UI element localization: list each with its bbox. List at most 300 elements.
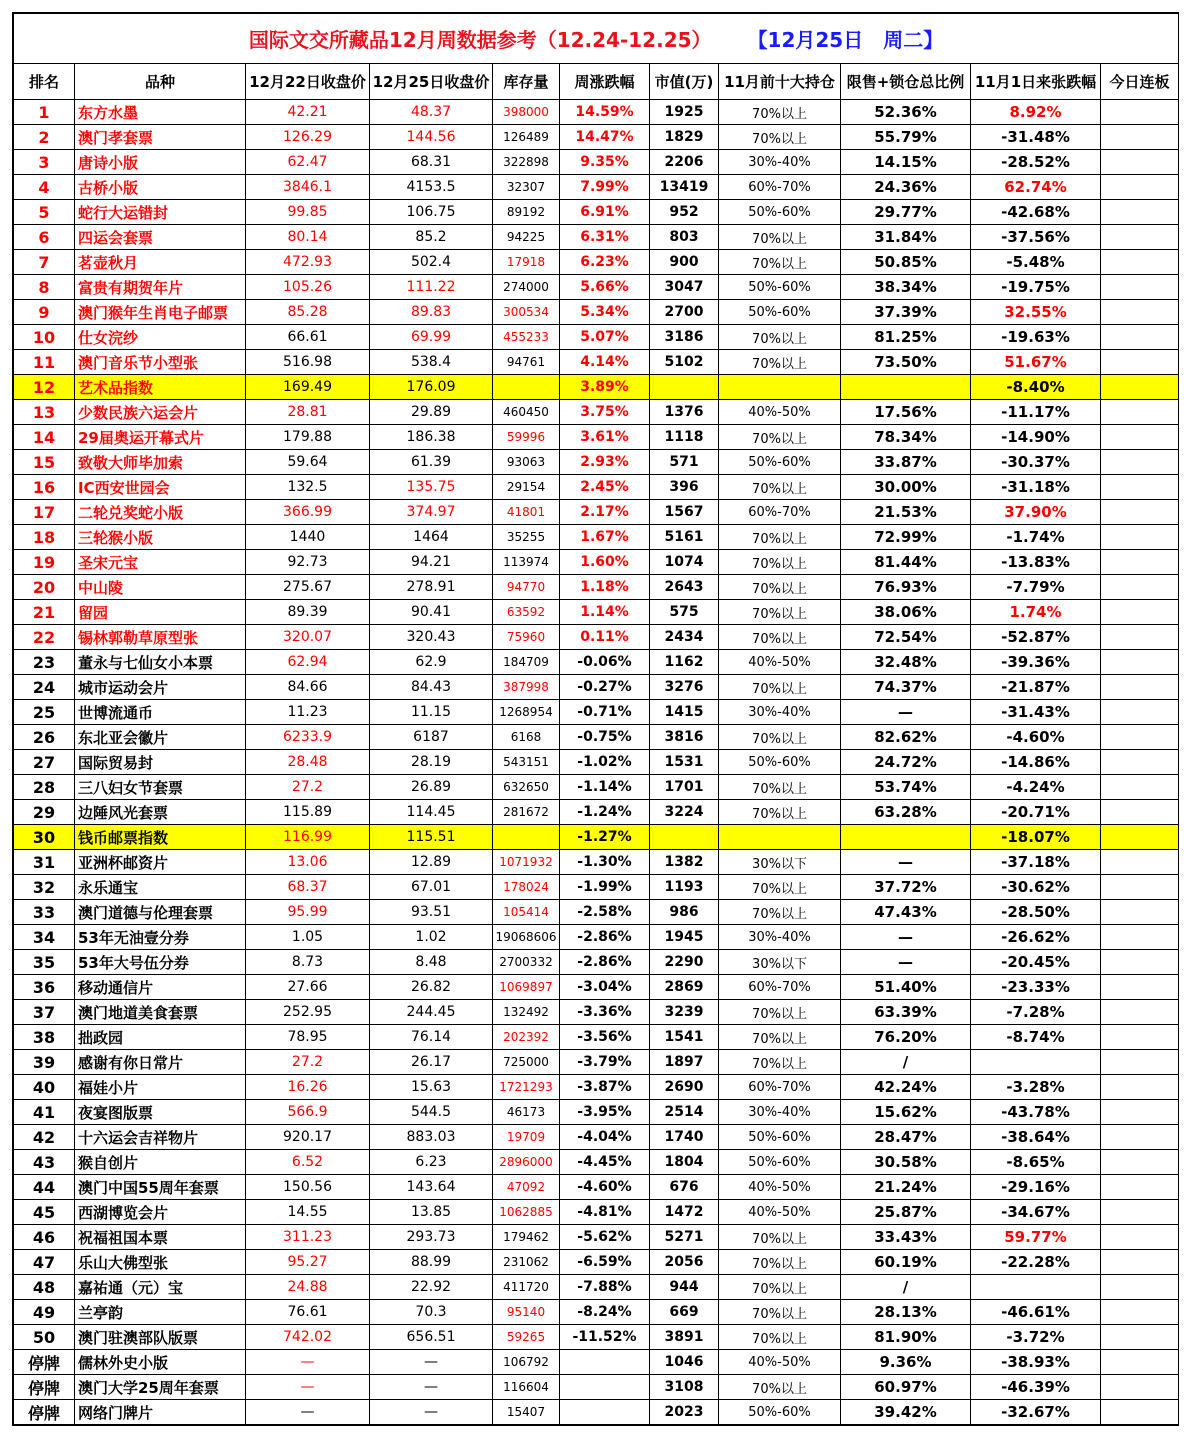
weekly-change-cell: 4.14% bbox=[560, 350, 650, 375]
table-row bbox=[14, 700, 1179, 725]
market-value-cell: 13419 bbox=[650, 175, 719, 200]
top-holders-cell: 60%-70% bbox=[719, 1075, 841, 1100]
change-since-cell: 62.74% bbox=[971, 175, 1101, 200]
table-body bbox=[14, 100, 1179, 1425]
limit-up-streak-cell bbox=[1101, 450, 1179, 475]
market-value-cell: 2290 bbox=[650, 950, 719, 975]
weekly-change-cell: 1.60% bbox=[560, 550, 650, 575]
price-dec25-cell: 4153.5 bbox=[370, 175, 493, 200]
weekly-change-cell: -3.87% bbox=[560, 1075, 650, 1100]
header-locked-ratio: 限售+锁仓总比例 bbox=[841, 64, 971, 100]
locked-ratio-cell: 51.40% bbox=[841, 975, 971, 1000]
table-row bbox=[14, 375, 1179, 400]
market-value-cell: 396 bbox=[650, 475, 719, 500]
name-cell: 澳门道德与伦理套票 bbox=[75, 900, 246, 925]
price-dec22-cell: 275.67 bbox=[246, 575, 370, 600]
name-cell: 国际贸易封 bbox=[75, 750, 246, 775]
change-since-cell: -43.78% bbox=[971, 1100, 1101, 1125]
change-since-cell: -32.67% bbox=[971, 1400, 1101, 1425]
name-cell: 三轮猴小版 bbox=[75, 525, 246, 550]
locked-ratio-cell: / bbox=[841, 1275, 971, 1300]
name-cell: 澳门音乐节小型张 bbox=[75, 350, 246, 375]
table-row bbox=[14, 1175, 1179, 1200]
limit-up-streak-cell bbox=[1101, 1300, 1179, 1325]
rank-cell: 31 bbox=[14, 850, 75, 875]
rank-cell: 42 bbox=[14, 1125, 75, 1150]
limit-up-streak-cell bbox=[1101, 675, 1179, 700]
price-dec22-cell: 116.99 bbox=[246, 825, 370, 850]
price-dec25-cell: 11.15 bbox=[370, 700, 493, 725]
change-since-cell: -20.45% bbox=[971, 950, 1101, 975]
stock-cell: 281672 bbox=[493, 800, 560, 825]
market-value-cell: 2206 bbox=[650, 150, 719, 175]
price-dec22-cell: 78.95 bbox=[246, 1025, 370, 1050]
price-dec25-cell: 88.99 bbox=[370, 1250, 493, 1275]
limit-up-streak-cell bbox=[1101, 700, 1179, 725]
table-row bbox=[14, 1025, 1179, 1050]
price-dec22-cell: 92.73 bbox=[246, 550, 370, 575]
weekly-change-cell: -2.58% bbox=[560, 900, 650, 925]
locked-ratio-cell bbox=[841, 375, 971, 400]
price-dec25-cell: 502.4 bbox=[370, 250, 493, 275]
rank-cell: 43 bbox=[14, 1150, 75, 1175]
stock-cell bbox=[493, 825, 560, 850]
market-value-cell: 1701 bbox=[650, 775, 719, 800]
market-value-cell: 3108 bbox=[650, 1375, 719, 1400]
market-value-cell: 1567 bbox=[650, 500, 719, 525]
weekly-change-cell: 1.18% bbox=[560, 575, 650, 600]
price-dec25-cell: 135.75 bbox=[370, 475, 493, 500]
price-dec22-cell: — bbox=[246, 1375, 370, 1400]
market-value-cell: 3186 bbox=[650, 325, 719, 350]
rank-cell: 23 bbox=[14, 650, 75, 675]
market-value-cell: 944 bbox=[650, 1275, 719, 1300]
name-cell: 城市运动会片 bbox=[75, 675, 246, 700]
name-cell: 乐山大佛型张 bbox=[75, 1250, 246, 1275]
change-since-cell: -38.64% bbox=[971, 1125, 1101, 1150]
change-since-cell: -8.65% bbox=[971, 1150, 1101, 1175]
top-holders-cell: 70%以上 bbox=[719, 1275, 841, 1300]
header-row bbox=[14, 64, 1179, 100]
change-since-cell: -38.93% bbox=[971, 1350, 1101, 1375]
locked-ratio-cell: 60.19% bbox=[841, 1250, 971, 1275]
weekly-change-cell: -0.27% bbox=[560, 675, 650, 700]
price-dec25-cell: 538.4 bbox=[370, 350, 493, 375]
locked-ratio-cell: 47.43% bbox=[841, 900, 971, 925]
market-value-cell: 952 bbox=[650, 200, 719, 225]
price-dec22-cell: 62.47 bbox=[246, 150, 370, 175]
table-row bbox=[14, 1400, 1179, 1425]
table-row bbox=[14, 100, 1179, 125]
table-row bbox=[14, 300, 1179, 325]
price-dec25-cell: 26.17 bbox=[370, 1050, 493, 1075]
change-since-cell: -30.37% bbox=[971, 450, 1101, 475]
rank-cell: 27 bbox=[14, 750, 75, 775]
limit-up-streak-cell bbox=[1101, 775, 1179, 800]
limit-up-streak-cell bbox=[1101, 575, 1179, 600]
price-dec25-cell: 293.73 bbox=[370, 1225, 493, 1250]
change-since-cell: -30.62% bbox=[971, 875, 1101, 900]
stock-cell: 113974 bbox=[493, 550, 560, 575]
change-since-cell: 37.90% bbox=[971, 500, 1101, 525]
change-since-cell: -23.33% bbox=[971, 975, 1101, 1000]
locked-ratio-cell: 76.93% bbox=[841, 575, 971, 600]
top-holders-cell: 40%-50% bbox=[719, 400, 841, 425]
change-since-cell: 1.74% bbox=[971, 600, 1101, 625]
limit-up-streak-cell bbox=[1101, 625, 1179, 650]
weekly-change-cell: -1.99% bbox=[560, 875, 650, 900]
price-dec22-cell: 132.5 bbox=[246, 475, 370, 500]
limit-up-streak-cell bbox=[1101, 275, 1179, 300]
market-value-cell bbox=[650, 375, 719, 400]
stock-cell: 63592 bbox=[493, 600, 560, 625]
locked-ratio-cell: / bbox=[841, 1050, 971, 1075]
market-value-cell: 1925 bbox=[650, 100, 719, 125]
change-since-cell: 8.92% bbox=[971, 100, 1101, 125]
name-cell: 留园 bbox=[75, 600, 246, 625]
stock-cell: 300534 bbox=[493, 300, 560, 325]
price-dec22-cell: 11.23 bbox=[246, 700, 370, 725]
stock-cell: 15407 bbox=[493, 1400, 560, 1425]
stock-cell: 1268954 bbox=[493, 700, 560, 725]
price-dec22-cell: 68.37 bbox=[246, 875, 370, 900]
price-dec22-cell: 16.26 bbox=[246, 1075, 370, 1100]
price-dec22-cell: 311.23 bbox=[246, 1225, 370, 1250]
market-value-cell: 5271 bbox=[650, 1225, 719, 1250]
locked-ratio-cell: 63.28% bbox=[841, 800, 971, 825]
change-since-cell: -8.40% bbox=[971, 375, 1101, 400]
price-dec25-cell: 90.41 bbox=[370, 600, 493, 625]
stock-cell: 387998 bbox=[493, 675, 560, 700]
price-dec22-cell: 126.29 bbox=[246, 125, 370, 150]
rank-cell: 1 bbox=[14, 100, 75, 125]
price-dec25-cell: 93.51 bbox=[370, 900, 493, 925]
change-since-cell: -52.87% bbox=[971, 625, 1101, 650]
weekly-change-cell: -0.71% bbox=[560, 700, 650, 725]
price-dec22-cell: 1440 bbox=[246, 525, 370, 550]
table-row bbox=[14, 250, 1179, 275]
weekly-change-cell: 2.93% bbox=[560, 450, 650, 475]
locked-ratio-cell: 30.00% bbox=[841, 475, 971, 500]
price-dec25-cell: 244.45 bbox=[370, 1000, 493, 1025]
limit-up-streak-cell bbox=[1101, 950, 1179, 975]
price-dec25-cell: 13.85 bbox=[370, 1200, 493, 1225]
price-dec22-cell: 27.66 bbox=[246, 975, 370, 1000]
market-value-cell: 3891 bbox=[650, 1325, 719, 1350]
rank-cell: 26 bbox=[14, 725, 75, 750]
rank-cell: 49 bbox=[14, 1300, 75, 1325]
weekly-change-cell bbox=[560, 1375, 650, 1400]
weekly-change-cell: -11.52% bbox=[560, 1325, 650, 1350]
stock-cell: 94225 bbox=[493, 225, 560, 250]
limit-up-streak-cell bbox=[1101, 850, 1179, 875]
price-dec22-cell: 8.73 bbox=[246, 950, 370, 975]
locked-ratio-cell: 28.47% bbox=[841, 1125, 971, 1150]
rank-cell: 32 bbox=[14, 875, 75, 900]
table-row bbox=[14, 575, 1179, 600]
table-row bbox=[14, 200, 1179, 225]
locked-ratio-cell: 38.06% bbox=[841, 600, 971, 625]
price-dec25-cell: 111.22 bbox=[370, 275, 493, 300]
date-label: 【12月25日 周二】 bbox=[757, 28, 944, 52]
top-holders-cell: 70%以上 bbox=[719, 425, 841, 450]
table-row bbox=[14, 1225, 1179, 1250]
price-dec25-cell: 656.51 bbox=[370, 1325, 493, 1350]
header-price-dec25: 12月25日收盘价 bbox=[370, 64, 493, 100]
price-dec22-cell: 59.64 bbox=[246, 450, 370, 475]
rank-cell: 35 bbox=[14, 950, 75, 975]
price-dec25-cell: 544.5 bbox=[370, 1100, 493, 1125]
price-dec22-cell: 742.02 bbox=[246, 1325, 370, 1350]
price-dec22-cell: 95.99 bbox=[246, 900, 370, 925]
top-holders-cell: 70%以上 bbox=[719, 1250, 841, 1275]
rank-cell: 47 bbox=[14, 1250, 75, 1275]
table-row bbox=[14, 1125, 1179, 1150]
top-holders-cell: 70%以上 bbox=[719, 250, 841, 275]
market-value-cell: 1472 bbox=[650, 1200, 719, 1225]
table-row bbox=[14, 1050, 1179, 1075]
weekly-change-cell: -1.24% bbox=[560, 800, 650, 825]
name-cell: 西湖博览会片 bbox=[75, 1200, 246, 1225]
table-row bbox=[14, 675, 1179, 700]
name-cell: 澳门地道美食套票 bbox=[75, 1000, 246, 1025]
limit-up-streak-cell bbox=[1101, 650, 1179, 675]
top-holders-cell: 70%以上 bbox=[719, 1325, 841, 1350]
stock-cell: 543151 bbox=[493, 750, 560, 775]
change-since-cell: -26.62% bbox=[971, 925, 1101, 950]
limit-up-streak-cell bbox=[1101, 800, 1179, 825]
name-cell: 蛇行大运错封 bbox=[75, 200, 246, 225]
rank-cell: 24 bbox=[14, 675, 75, 700]
name-cell: 少数民族六运会片 bbox=[75, 400, 246, 425]
locked-ratio-cell: 72.99% bbox=[841, 525, 971, 550]
change-since-cell: -46.39% bbox=[971, 1375, 1101, 1400]
locked-ratio-cell: 32.48% bbox=[841, 650, 971, 675]
stock-cell: 41801 bbox=[493, 500, 560, 525]
rank-cell: 12 bbox=[14, 375, 75, 400]
stock-cell: 274000 bbox=[493, 275, 560, 300]
locked-ratio-cell bbox=[841, 825, 971, 850]
weekly-change-cell: -4.60% bbox=[560, 1175, 650, 1200]
top-holders-cell: 40%-50% bbox=[719, 1200, 841, 1225]
rank-cell: 2 bbox=[14, 125, 75, 150]
rank-cell: 4 bbox=[14, 175, 75, 200]
change-since-cell: -4.24% bbox=[971, 775, 1101, 800]
stock-cell: 116604 bbox=[493, 1375, 560, 1400]
change-since-cell: -34.67% bbox=[971, 1200, 1101, 1225]
price-dec22-cell: 89.39 bbox=[246, 600, 370, 625]
table-row bbox=[14, 775, 1179, 800]
limit-up-streak-cell bbox=[1101, 1200, 1179, 1225]
weekly-change-cell: 2.17% bbox=[560, 500, 650, 525]
table-row bbox=[14, 350, 1179, 375]
weekly-data-table bbox=[13, 13, 1179, 1425]
limit-up-streak-cell bbox=[1101, 1275, 1179, 1300]
market-value-cell: 1804 bbox=[650, 1150, 719, 1175]
market-value-cell: 3239 bbox=[650, 1000, 719, 1025]
weekly-change-cell: 5.34% bbox=[560, 300, 650, 325]
weekly-change-cell: -6.59% bbox=[560, 1250, 650, 1275]
limit-up-streak-cell bbox=[1101, 475, 1179, 500]
weekly-change-cell: 3.75% bbox=[560, 400, 650, 425]
locked-ratio-cell: 9.36% bbox=[841, 1350, 971, 1375]
market-value-cell: 1046 bbox=[650, 1350, 719, 1375]
name-cell: IC西安世园会 bbox=[75, 475, 246, 500]
weekly-change-cell: 6.91% bbox=[560, 200, 650, 225]
stock-cell: 398000 bbox=[493, 100, 560, 125]
name-cell: 夜宴图版票 bbox=[75, 1100, 246, 1125]
market-value-cell: 1897 bbox=[650, 1050, 719, 1075]
name-cell: 致敬大师毕加索 bbox=[75, 450, 246, 475]
price-dec22-cell: 80.14 bbox=[246, 225, 370, 250]
limit-up-streak-cell bbox=[1101, 1150, 1179, 1175]
price-dec25-cell: 48.37 bbox=[370, 100, 493, 125]
locked-ratio-cell: 24.72% bbox=[841, 750, 971, 775]
top-holders-cell: 70%以上 bbox=[719, 725, 841, 750]
name-cell: 澳门中国55周年套票 bbox=[75, 1175, 246, 1200]
name-cell: 东北亚会徽片 bbox=[75, 725, 246, 750]
price-dec22-cell: 27.2 bbox=[246, 1050, 370, 1075]
stock-cell: 411720 bbox=[493, 1275, 560, 1300]
locked-ratio-cell: 60.97% bbox=[841, 1375, 971, 1400]
change-since-cell: -29.16% bbox=[971, 1175, 1101, 1200]
limit-up-streak-cell bbox=[1101, 925, 1179, 950]
weekly-change-cell: 0.11% bbox=[560, 625, 650, 650]
price-dec25-cell: 26.82 bbox=[370, 975, 493, 1000]
top-holders-cell: 70%以上 bbox=[719, 350, 841, 375]
table-row bbox=[14, 850, 1179, 875]
locked-ratio-cell: 42.24% bbox=[841, 1075, 971, 1100]
price-dec25-cell: — bbox=[370, 1375, 493, 1400]
weekly-change-cell: -3.04% bbox=[560, 975, 650, 1000]
weekly-change-cell: -0.75% bbox=[560, 725, 650, 750]
weekly-change-cell: 6.23% bbox=[560, 250, 650, 275]
price-dec22-cell: 14.55 bbox=[246, 1200, 370, 1225]
change-since-cell: 51.67% bbox=[971, 350, 1101, 375]
table-row bbox=[14, 1000, 1179, 1025]
header-rank: 排名 bbox=[14, 64, 75, 100]
price-dec22-cell: 566.9 bbox=[246, 1100, 370, 1125]
rank-cell: 18 bbox=[14, 525, 75, 550]
weekly-change-cell: -4.81% bbox=[560, 1200, 650, 1225]
price-dec25-cell: 186.38 bbox=[370, 425, 493, 450]
limit-up-streak-cell bbox=[1101, 1400, 1179, 1425]
stock-cell: 725000 bbox=[493, 1050, 560, 1075]
stock-cell: 1062885 bbox=[493, 1200, 560, 1225]
locked-ratio-cell: 14.15% bbox=[841, 150, 971, 175]
change-since-cell: -14.90% bbox=[971, 425, 1101, 450]
rank-cell: 39 bbox=[14, 1050, 75, 1075]
table-row bbox=[14, 450, 1179, 475]
market-value-cell: 676 bbox=[650, 1175, 719, 1200]
stock-cell: 1071932 bbox=[493, 850, 560, 875]
limit-up-streak-cell bbox=[1101, 400, 1179, 425]
change-since-cell: -39.36% bbox=[971, 650, 1101, 675]
weekly-change-cell: 1.67% bbox=[560, 525, 650, 550]
stock-cell: 179462 bbox=[493, 1225, 560, 1250]
stock-cell: 94770 bbox=[493, 575, 560, 600]
stock-cell: 59265 bbox=[493, 1325, 560, 1350]
limit-up-streak-cell bbox=[1101, 725, 1179, 750]
table-row bbox=[14, 650, 1179, 675]
locked-ratio-cell: 73.50% bbox=[841, 350, 971, 375]
sheet-title: 国际文交所藏品12月周数据参考（12.24-12.25） bbox=[248, 28, 712, 52]
weekly-change-cell: -0.06% bbox=[560, 650, 650, 675]
limit-up-streak-cell bbox=[1101, 1125, 1179, 1150]
limit-up-streak-cell bbox=[1101, 225, 1179, 250]
weekly-change-cell: 14.59% bbox=[560, 100, 650, 125]
locked-ratio-cell: 33.43% bbox=[841, 1225, 971, 1250]
table-row bbox=[14, 1350, 1179, 1375]
limit-up-streak-cell bbox=[1101, 175, 1179, 200]
top-holders-cell: 40%-50% bbox=[719, 1175, 841, 1200]
change-since-cell: -22.28% bbox=[971, 1250, 1101, 1275]
market-value-cell: 3224 bbox=[650, 800, 719, 825]
limit-up-streak-cell bbox=[1101, 1350, 1179, 1375]
stock-cell: 322898 bbox=[493, 150, 560, 175]
rank-cell: 停牌 bbox=[14, 1350, 75, 1375]
top-holders-cell: 70%以上 bbox=[719, 875, 841, 900]
table-row bbox=[14, 825, 1179, 850]
change-since-cell: -21.87% bbox=[971, 675, 1101, 700]
change-since-cell: -8.74% bbox=[971, 1025, 1101, 1050]
change-since-cell: -37.18% bbox=[971, 850, 1101, 875]
locked-ratio-cell: 38.34% bbox=[841, 275, 971, 300]
price-dec22-cell: 24.88 bbox=[246, 1275, 370, 1300]
rank-cell: 停牌 bbox=[14, 1375, 75, 1400]
table-row bbox=[14, 500, 1179, 525]
locked-ratio-cell: 24.36% bbox=[841, 175, 971, 200]
table-row bbox=[14, 625, 1179, 650]
change-since-cell: -7.28% bbox=[971, 1000, 1101, 1025]
weekly-change-cell: -3.79% bbox=[560, 1050, 650, 1075]
stock-cell: 455233 bbox=[493, 325, 560, 350]
limit-up-streak-cell bbox=[1101, 500, 1179, 525]
change-since-cell: -3.72% bbox=[971, 1325, 1101, 1350]
limit-up-streak-cell bbox=[1101, 300, 1179, 325]
price-dec22-cell: 150.56 bbox=[246, 1175, 370, 1200]
price-dec22-cell: 6233.9 bbox=[246, 725, 370, 750]
locked-ratio-cell: — bbox=[841, 850, 971, 875]
price-dec22-cell: 62.94 bbox=[246, 650, 370, 675]
name-cell: 嘉祐通（元）宝 bbox=[75, 1275, 246, 1300]
table-row bbox=[14, 975, 1179, 1000]
table-row bbox=[14, 400, 1179, 425]
top-holders-cell: 70%以上 bbox=[719, 1050, 841, 1075]
stock-cell: 202392 bbox=[493, 1025, 560, 1050]
table-row bbox=[14, 125, 1179, 150]
change-since-cell: 59.77% bbox=[971, 1225, 1101, 1250]
locked-ratio-cell: 81.90% bbox=[841, 1325, 971, 1350]
name-cell: 东方水墨 bbox=[75, 100, 246, 125]
price-dec25-cell: 6187 bbox=[370, 725, 493, 750]
market-value-cell: 1541 bbox=[650, 1025, 719, 1050]
locked-ratio-cell: 17.56% bbox=[841, 400, 971, 425]
price-dec25-cell: 22.92 bbox=[370, 1275, 493, 1300]
locked-ratio-cell: 33.87% bbox=[841, 450, 971, 475]
change-since-cell: 32.55% bbox=[971, 300, 1101, 325]
price-dec22-cell: 84.66 bbox=[246, 675, 370, 700]
top-holders-cell: 60%-70% bbox=[719, 175, 841, 200]
rank-cell: 15 bbox=[14, 450, 75, 475]
weekly-change-cell: -1.30% bbox=[560, 850, 650, 875]
change-since-cell: -37.56% bbox=[971, 225, 1101, 250]
rank-cell: 21 bbox=[14, 600, 75, 625]
weekly-change-cell: -4.45% bbox=[560, 1150, 650, 1175]
change-since-cell: -4.60% bbox=[971, 725, 1101, 750]
locked-ratio-cell: 37.72% bbox=[841, 875, 971, 900]
table-row bbox=[14, 525, 1179, 550]
